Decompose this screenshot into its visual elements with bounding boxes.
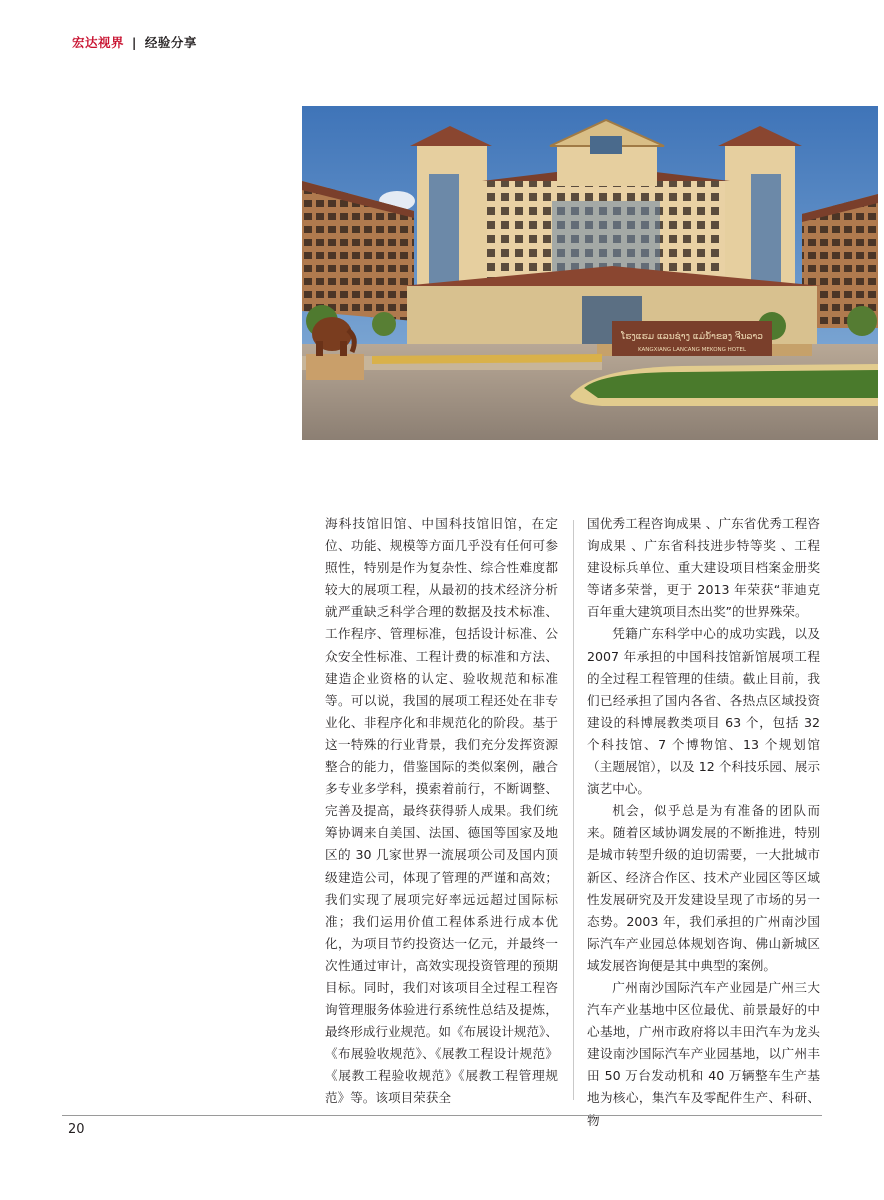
hotel-photo [302, 106, 878, 440]
article-column-left [325, 513, 558, 1110]
header-separator: | [131, 35, 137, 50]
section-title: 经验分享 [144, 35, 197, 50]
column-divider [573, 520, 574, 1100]
paragraph: 凭籍广东科学中心的成功实践，以及 2007 年承担的中国科技馆新馆展项工程的全过程工程管理的佳绩。截止目前，我们已经承担了国内各省、各热点区域投资建设的科博展教类项目 63 个，包括 32 个科技馆、7 个博物馆、13 个规划馆（主题展馆），以及 12 个科技乐园、展示演艺中心。 [587, 626, 820, 797]
hotel-sign-subtext: KANGXIANG LANCANG MEKONG HOTEL [637, 347, 747, 353]
page-number: 20 [68, 1122, 85, 1137]
magazine-header [72, 33, 197, 51]
paragraph: 海科技馆旧馆、中国科技馆旧馆，在定位、功能、规模等方面几乎没有任何可参照性，特别是作为复杂性、综合性难度都较大的展项工程，从最初的技术经济分析就严重缺乏科学合理的数据及技术标准、工作程序、管理标准，包括设计标准、公众安全性标准、工程计费的标准和方法、建造企业资格的认定、验收规范和标准等。可以说，我国的展项工程还处在非专业化、非程序化和非规范化的阶段。基于这一特殊的行业背景，我们充分发挥资源整合的能力，借鉴国际的类似案例，融合多专业多学科，摸索着前行，不断调整、完善及提高，最终获得骄人成果。我们统筹协调来自美国、法国、德国等国家及地区的 30 几家世界一流展项公司及国内顶级建造公司，体现了管理的严谨和高效；我们实现了展项完好率远远超过国际标准；我们运用价值工程体系进行成本优化，为项目节约投资达一亿元，并最终一次性通过审计，高效实现投资管理的预期目标。同时，我们对该项目全过程工程咨询管理服务体验进行系统性总结及提炼，最终形成行业规范。如《布展设计规范》、《布展验收规范》、《展教工程设计规范》《展教工程验收规范》《展教工程管理规范》等。该项目荣获全 [325, 516, 558, 1106]
hotel-sign-text: ໂຮງແຮມ ແລນຊ່າງ ແມ່ນໍ້າຂອງ ຈີນລາວ [621, 332, 763, 342]
footer-rule [62, 1115, 822, 1116]
article-column-right [587, 513, 820, 1132]
paragraph: 机会，似乎总是为有准备的团队而来。随着区域协调发展的不断推进，特别是城市转型升级的迫切需要，一大批城市新区、经济合作区、技术产业园区等区域性发展研究及开发建设呈现了市场的另一态势。2003 年，我们承担的广州南沙国际汽车产业园总体规划咨询、佛山新城区域发展咨询便是其中典型的案例。 [587, 803, 820, 973]
magazine-brand: 宏达视界 [72, 35, 125, 50]
paragraph: 广州南沙国际汽车产业园是广州三大汽车产业基地中区位最优、前景最好的中心基地，广州市政府将以丰田汽车为龙头建设南沙国际汽车产业园基地，以广州丰田 50 万台发动机和 40 万辆整车生产基地为核心，集汽车及零配件生产、科研、物 [587, 979, 820, 1128]
paragraph: 国优秀工程咨询成果 、广东省优秀工程咨询成果 、广东省科技进步特等奖 、工程建设标兵单位、重大建设项目档案金册奖等诸多荣誉，更于 2013 年荣获“菲迪克百年重大建筑项目杰出奖”的世界殊荣。 [587, 516, 820, 620]
